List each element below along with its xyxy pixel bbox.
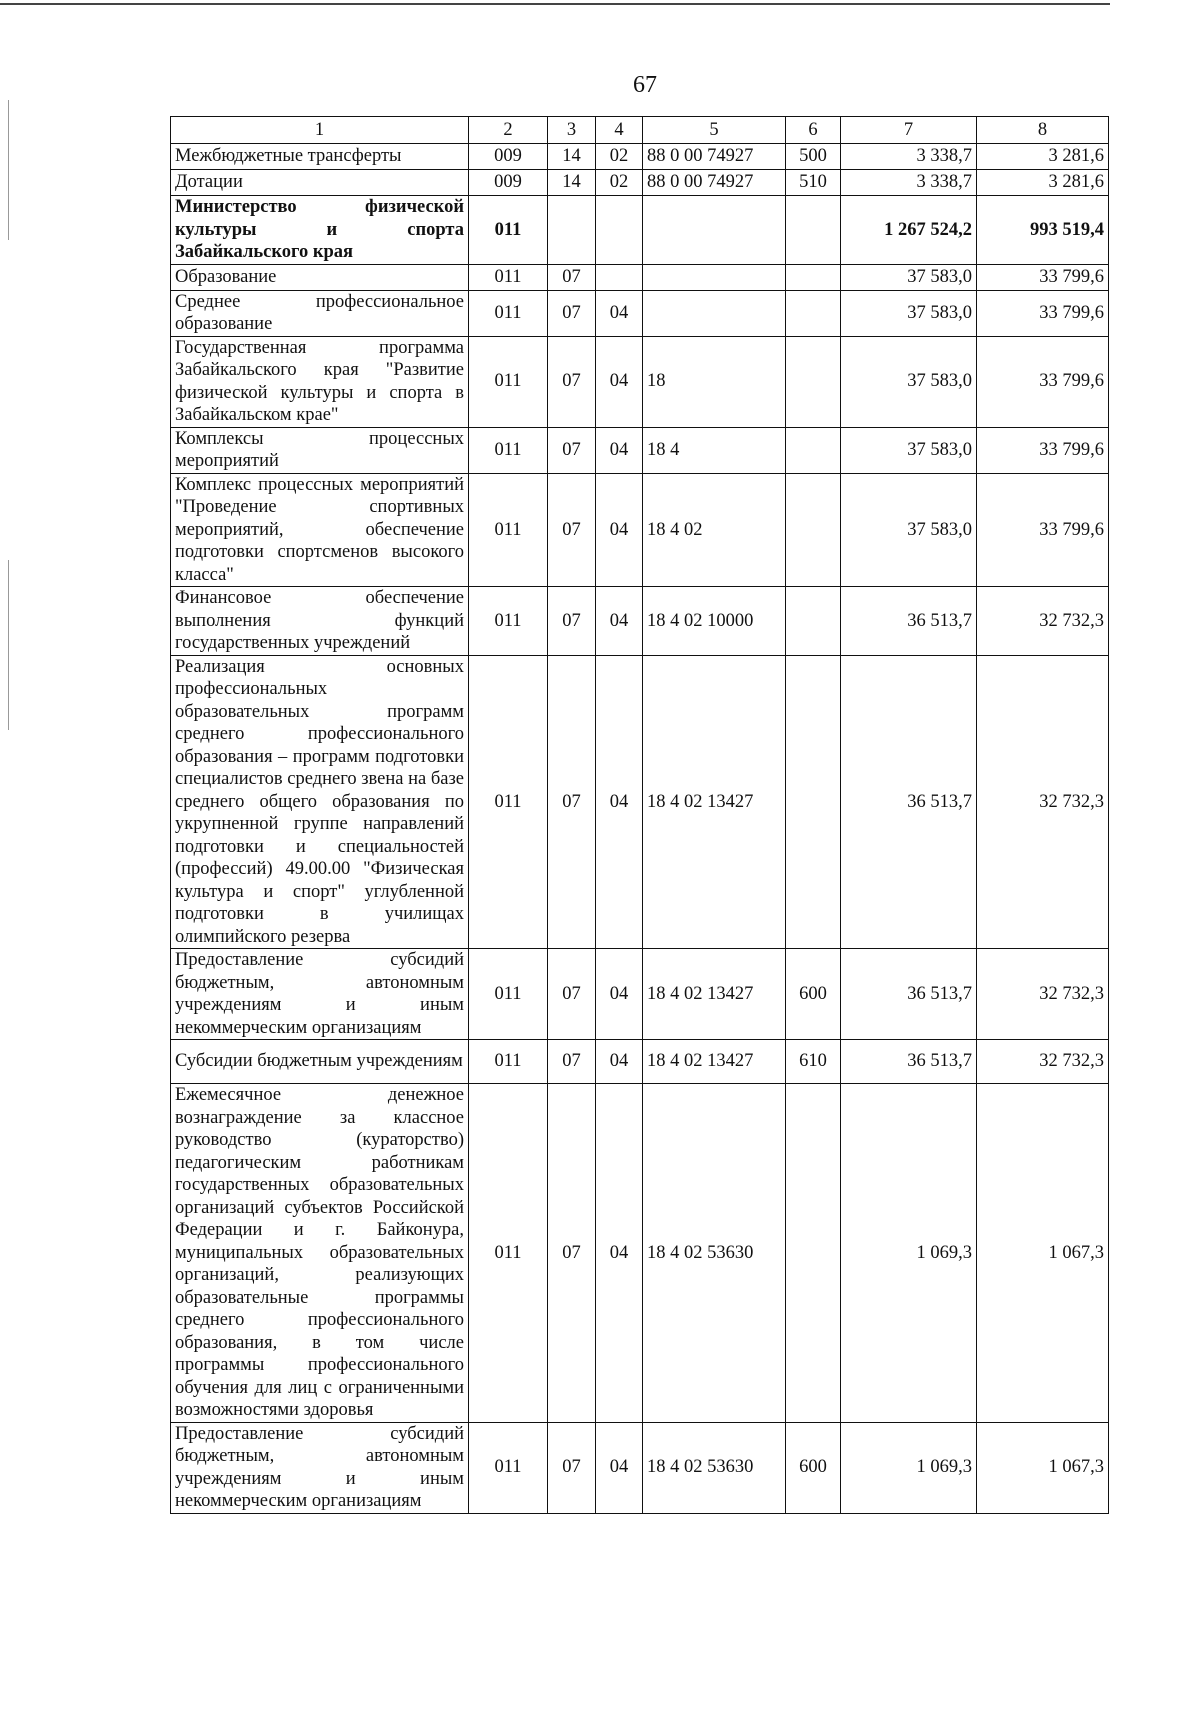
row-c2-cell: 011 (469, 655, 548, 949)
row-c7-cell: 1 267 524,2 (841, 196, 977, 265)
table-row (171, 1422, 1109, 1513)
row-c4-cell: 04 (596, 1040, 643, 1084)
column-header: 2 (469, 117, 548, 144)
row-c6-cell (786, 1084, 841, 1423)
row-c4-cell: 04 (596, 1084, 643, 1423)
row-c6-cell (786, 473, 841, 587)
table-row (171, 1040, 1109, 1084)
row-c8-cell: 33 799,6 (977, 290, 1109, 336)
row-c4-cell: 04 (596, 655, 643, 949)
row-c8-cell: 32 732,3 (977, 587, 1109, 656)
row-c3-cell: 07 (548, 336, 596, 427)
row-c2-cell: 011 (469, 196, 548, 265)
column-header: 3 (548, 117, 596, 144)
row-c3-cell: 07 (548, 1422, 596, 1513)
row-c4-cell: 02 (596, 170, 643, 196)
row-c6-cell (786, 290, 841, 336)
row-c2-cell: 011 (469, 427, 548, 473)
row-c2-cell: 009 (469, 170, 548, 196)
row-c5-cell (643, 196, 786, 265)
row-c5-cell: 88 0 00 74927 (643, 144, 786, 170)
page-number: 67 (633, 72, 657, 98)
row-c6-cell: 600 (786, 1422, 841, 1513)
row-c7-cell: 1 069,3 (841, 1084, 977, 1423)
table-row (171, 949, 1109, 1040)
row-name-cell: Министерство физической культуры и спорта Забайкальского края (171, 196, 469, 265)
table-row (171, 655, 1109, 949)
row-c5-cell: 88 0 00 74927 (643, 170, 786, 196)
row-c7-cell: 3 338,7 (841, 170, 977, 196)
column-header: 5 (643, 117, 786, 144)
row-c8-cell: 993 519,4 (977, 196, 1109, 265)
table-row (171, 144, 1109, 170)
row-name-cell: Предоставление субсидий бюджетным, автономным учреждениям и иным некоммерческим организациям (171, 949, 469, 1040)
column-header: 8 (977, 117, 1109, 144)
row-c2-cell: 011 (469, 290, 548, 336)
row-c3-cell (548, 196, 596, 265)
table-row (171, 587, 1109, 656)
header-row (171, 117, 1109, 144)
row-c2-cell: 009 (469, 144, 548, 170)
row-c7-cell: 37 583,0 (841, 290, 977, 336)
row-c6-cell (786, 264, 841, 290)
row-name-cell: Среднее профессиональное образование (171, 290, 469, 336)
column-header: 4 (596, 117, 643, 144)
row-name-cell: Комплексы процессных мероприятий (171, 427, 469, 473)
row-name-cell: Ежемесячное денежное вознаграждение за классное руководство (кураторство) педагогическим работникам государственных образовательных организаций субъектов Российской Федерации и г. Байконура, муниципальных образовательных организаций, реализующих образовательные программы среднего профессионального образования, в том числе программы профессионального обучения для лиц с ограниченными возможностями здоровья (171, 1084, 469, 1423)
row-c8-cell: 1 067,3 (977, 1084, 1109, 1423)
row-c2-cell: 011 (469, 336, 548, 427)
row-name-cell: Предоставление субсидий бюджетным, автономным учреждениям и иным некоммерческим организациям (171, 1422, 469, 1513)
row-c2-cell: 011 (469, 1084, 548, 1423)
row-c6-cell: 500 (786, 144, 841, 170)
row-c4-cell: 04 (596, 1422, 643, 1513)
table-row (171, 264, 1109, 290)
row-c5-cell: 18 4 02 13427 (643, 949, 786, 1040)
table-row (171, 473, 1109, 587)
row-c8-cell: 33 799,6 (977, 336, 1109, 427)
row-c5-cell: 18 4 02 53630 (643, 1084, 786, 1423)
row-c4-cell (596, 196, 643, 265)
row-c2-cell: 011 (469, 1040, 548, 1084)
row-c5-cell (643, 290, 786, 336)
row-c7-cell: 37 583,0 (841, 336, 977, 427)
table-row (171, 170, 1109, 196)
row-c8-cell: 32 732,3 (977, 949, 1109, 1040)
row-c5-cell: 18 (643, 336, 786, 427)
row-c8-cell: 3 281,6 (977, 144, 1109, 170)
row-c6-cell (786, 587, 841, 656)
row-c4-cell: 04 (596, 587, 643, 656)
column-header: 1 (171, 117, 469, 144)
row-c7-cell: 1 069,3 (841, 1422, 977, 1513)
row-c4-cell: 04 (596, 473, 643, 587)
row-c8-cell: 33 799,6 (977, 427, 1109, 473)
row-c3-cell: 07 (548, 264, 596, 290)
row-c3-cell: 07 (548, 655, 596, 949)
row-c4-cell: 04 (596, 427, 643, 473)
row-c3-cell: 07 (548, 473, 596, 587)
row-c3-cell: 07 (548, 587, 596, 656)
row-c5-cell: 18 4 02 13427 (643, 655, 786, 949)
row-c6-cell: 600 (786, 949, 841, 1040)
row-c3-cell: 07 (548, 1084, 596, 1423)
table-row (171, 196, 1109, 265)
row-c7-cell: 37 583,0 (841, 473, 977, 587)
scan-top-rule (0, 3, 1110, 5)
row-c4-cell: 04 (596, 949, 643, 1040)
column-header: 7 (841, 117, 977, 144)
row-c8-cell: 33 799,6 (977, 473, 1109, 587)
row-c2-cell: 011 (469, 949, 548, 1040)
table-row (171, 290, 1109, 336)
row-name-cell: Финансовое обеспечение выполнения функций государственных учреждений (171, 587, 469, 656)
row-c4-cell (596, 264, 643, 290)
row-c4-cell: 04 (596, 336, 643, 427)
row-c6-cell (786, 196, 841, 265)
row-c3-cell: 14 (548, 144, 596, 170)
table-row (171, 336, 1109, 427)
column-header: 6 (786, 117, 841, 144)
row-c6-cell (786, 655, 841, 949)
row-name-cell: Реализация основных профессиональных образовательных программ среднего профессионального образования – программ подготовки специалистов среднего звена на базе среднего общего образования по укрупненной группе направлений подготовки и специальностей (профессий) 49.00.00 "Физическая культура и спорт" углубленной подготовки в училищах олимпийского резерва (171, 655, 469, 949)
row-c6-cell: 610 (786, 1040, 841, 1084)
row-c7-cell: 37 583,0 (841, 264, 977, 290)
row-c6-cell (786, 336, 841, 427)
row-c7-cell: 36 513,7 (841, 655, 977, 949)
budget-table (170, 116, 1109, 1514)
row-name-cell: Государственная программа Забайкальского края "Развитие физической культуры и спорта в Забайкальском крае" (171, 336, 469, 427)
row-name-cell: Субсидии бюджетным учреждениям (171, 1040, 469, 1084)
row-c6-cell (786, 427, 841, 473)
row-c7-cell: 37 583,0 (841, 427, 977, 473)
row-c2-cell: 011 (469, 1422, 548, 1513)
row-c8-cell: 32 732,3 (977, 655, 1109, 949)
row-name-cell: Межбюджетные трансферты (171, 144, 469, 170)
row-c8-cell: 32 732,3 (977, 1040, 1109, 1084)
row-name-cell: Дотации (171, 170, 469, 196)
row-c5-cell: 18 4 02 (643, 473, 786, 587)
row-c8-cell: 3 281,6 (977, 170, 1109, 196)
table-row (171, 1084, 1109, 1423)
row-c8-cell: 1 067,3 (977, 1422, 1109, 1513)
table-row (171, 427, 1109, 473)
row-c2-cell: 011 (469, 473, 548, 587)
row-c3-cell: 07 (548, 1040, 596, 1084)
row-c3-cell: 07 (548, 949, 596, 1040)
row-name-cell: Образование (171, 264, 469, 290)
row-c5-cell: 18 4 02 13427 (643, 1040, 786, 1084)
scan-edge-mark (8, 100, 9, 240)
scan-edge-mark (8, 560, 9, 730)
row-c3-cell: 07 (548, 290, 596, 336)
row-c3-cell: 14 (548, 170, 596, 196)
row-c7-cell: 36 513,7 (841, 949, 977, 1040)
row-c3-cell: 07 (548, 427, 596, 473)
row-c5-cell: 18 4 02 10000 (643, 587, 786, 656)
row-c8-cell: 33 799,6 (977, 264, 1109, 290)
row-c2-cell: 011 (469, 587, 548, 656)
row-c5-cell: 18 4 02 53630 (643, 1422, 786, 1513)
row-c7-cell: 3 338,7 (841, 144, 977, 170)
row-c5-cell: 18 4 (643, 427, 786, 473)
row-c6-cell: 510 (786, 170, 841, 196)
row-c4-cell: 02 (596, 144, 643, 170)
row-name-cell: Комплекс процессных мероприятий "Проведение спортивных мероприятий, обеспечение подготовки спортсменов высокого класса" (171, 473, 469, 587)
row-c7-cell: 36 513,7 (841, 587, 977, 656)
row-c7-cell: 36 513,7 (841, 1040, 977, 1084)
row-c2-cell: 011 (469, 264, 548, 290)
row-c5-cell (643, 264, 786, 290)
row-c4-cell: 04 (596, 290, 643, 336)
